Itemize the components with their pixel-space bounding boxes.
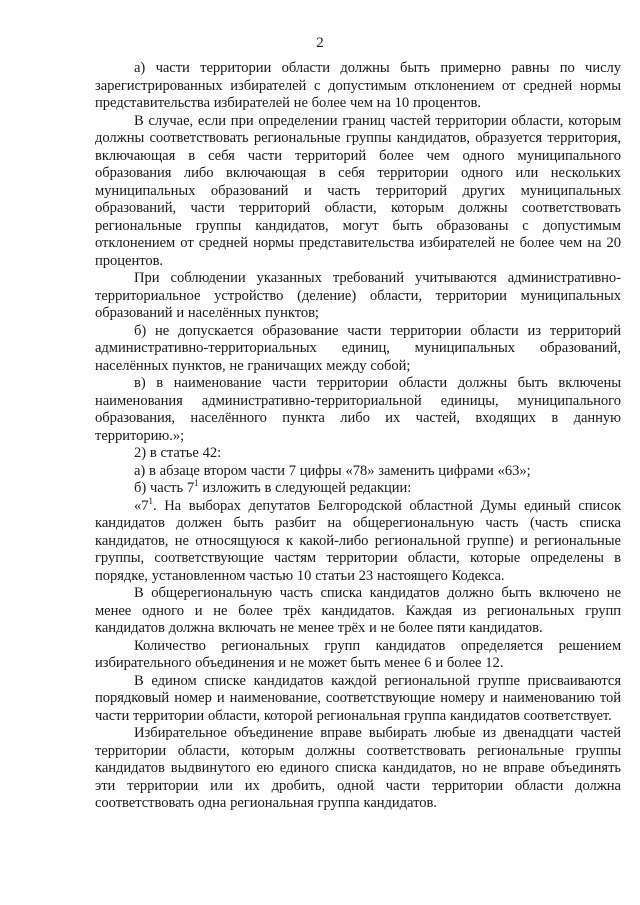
superscript: 1 xyxy=(194,478,199,489)
paragraph xyxy=(95,480,621,498)
paragraph: В общерегиональную часть списка кандидатов должно быть включено не менее одного и не более трёх кандидатов. Каждая из региональных групп кандидатов должна включать не менее трёх и не более пяти кандидатов. xyxy=(95,585,621,636)
superscript: 1 xyxy=(148,495,153,506)
paragraph-text: изложить в следующей редакции: xyxy=(198,480,412,496)
paragraph: б) не допускается образование части территории области из территорий административно-территориальных единиц, муниципальных образований, населённых пунктов, не граничащих между собой; xyxy=(95,322,621,374)
paragraph-text: б) часть 7 xyxy=(134,480,195,496)
paragraph: а) части территории области должны быть примерно равны по числу зарегистрированных избирателей с допустимым отклонением от средней нормы представительства избирателей не более чем на 10 процентов. xyxy=(95,60,621,111)
paragraph: Количество региональных групп кандидатов определяется решением избирательного объединения и не может быть менее 6 и более 12. xyxy=(95,637,621,671)
paragraph xyxy=(95,495,621,586)
paragraph-text: «7 xyxy=(134,497,149,514)
paragraph: 2) в статье 42: xyxy=(134,445,222,461)
paragraph: В едином списке кандидатов каждой региональной группе присваиваются порядковый номер и наименование, соответствующие номеру и наименованию той части территории области, которой региональная группа кандидатов соответствует. xyxy=(95,672,621,724)
paragraph: а) в абзаце втором части 7 цифры «78» заменить цифрами «63»; xyxy=(134,462,531,479)
paragraph: В случае, если при определении границ частей территории области, которым должны соответствовать региональные группы кандидатов, образуется территория, включающая в себя части территорий более чем одного муниципального образования либо включающая в себя территории одного или нескольких муниципальных образований и часть территорий других муниципальных образований, части территорий области, которым должны соответствовать региональные группы кандидатов, могут быть образованы с допустимым отклонением от средней нормы представительства избирателей не более чем на 20 процентов. xyxy=(95,112,621,269)
paragraph: в) в наименование части территории области должны быть включены наименования административно-территориальной единицы, муниципального образования, населённого пункта либо их частей, входящих в данную территорию.»; xyxy=(95,375,621,444)
document-body xyxy=(95,60,621,813)
page-number: 2 xyxy=(316,35,324,51)
paragraph-text: . На выборах депутатов Белгородской областной Думы единый список кандидатов должен быть разбит на общерегиональную часть (часть списка кандидатов, не относящуюся к какой-либо региональной группе) и региональные группы, соответствующие частям территории области, которые определены в порядке, установленном частью 10 статьи 23 настоящего Кодекса. xyxy=(95,497,621,584)
paragraph: При соблюдении указанных требований учитываются административно-территориальное устройство (деление) области, территории муниципальных образований и населённых пунктов; xyxy=(95,270,621,321)
paragraph: Избирательное объединение вправе выбирать любые из двенадцати частей территории области, которым должны соответствовать региональные группы кандидатов выдвинутого ею единого списка кандидатов, но не вправе объединять эти территории или их дробить, одной части территории области должна соответствовать одна региональная группа кандидатов. xyxy=(95,725,621,811)
